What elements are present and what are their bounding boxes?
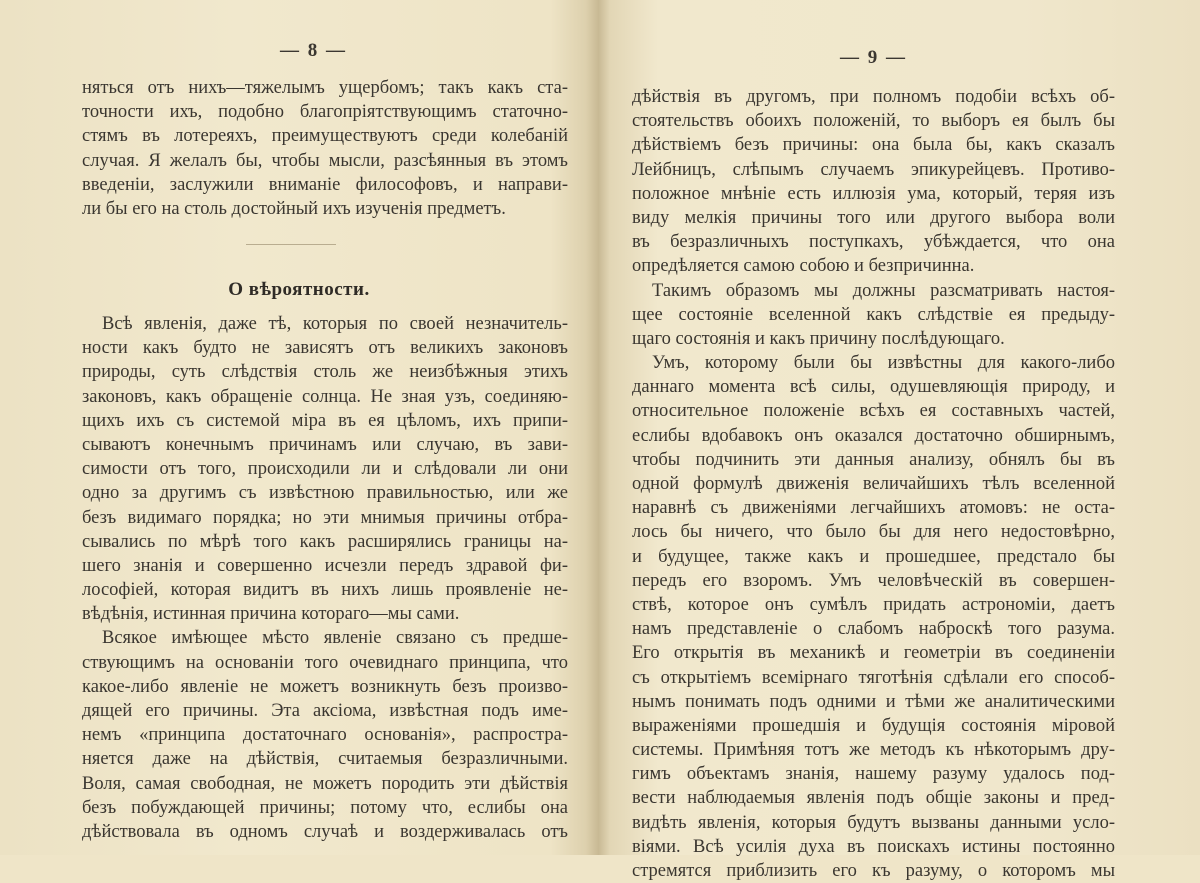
- text-line: ности какъ будто не зависятъ отъ великихъ законовъ: [82, 338, 568, 359]
- page-number: — 9 —: [840, 47, 907, 68]
- text-line: Его открытія въ механикѣ и геометріи въ соединеніи: [632, 643, 1115, 664]
- text-line: намъ представленіе о слабомъ наброскѣ того разума.: [632, 619, 1115, 640]
- text-line: природы, суть слѣдствія столь же неизбѣжныя этихъ: [82, 362, 568, 383]
- text-line: шего знанія и совершенно исчезли передъ здравой фи-: [82, 555, 568, 576]
- text-line: введеніи, заслужили вниманіе философовъ, и направи-: [82, 174, 568, 195]
- text-line: видѣть явленія, которыя будутъ вызваны данными усло-: [632, 812, 1115, 833]
- text-line: щихъ ихъ съ системой міра въ ея цѣломъ, ихъ припи-: [82, 410, 568, 431]
- text-line: лось бы ничего, что было бы для него недостовѣрно,: [632, 522, 1115, 543]
- text-line: щаго состоянія и какъ причину послѣдующаго.: [632, 328, 1005, 349]
- text-line: сывались по мѣрѣ того какъ расширялись границы на-: [82, 531, 568, 552]
- text-line: стремятся приблизить его къ разуму, о которомъ мы: [632, 861, 1115, 881]
- text-line: ли бы его на столь достойный ихъ изученія предметъ.: [82, 198, 506, 219]
- text-line: віями. Всѣ усилія духа въ поискахъ истины постоянно: [632, 836, 1115, 857]
- text-line: положное мнѣніе есть иллюзія ума, который, теряя изъ: [632, 183, 1115, 204]
- text-line: сываютъ конечнымъ причинамъ или случаю, въ зави-: [82, 434, 568, 455]
- text-line: наравнѣ съ движеніями легчайшихъ атомовъ: не оста-: [632, 498, 1115, 519]
- page-body: [632, 85, 1115, 883]
- text-line: точности ихъ, подобно благопріятствующимъ статочно-: [82, 102, 568, 123]
- text-line: Воля, самая свободная, не можетъ породить эти дѣйствія: [82, 773, 568, 794]
- right-page: [598, 0, 1200, 881]
- text-line: чтобы подчинить эти данныя анализу, обнялъ бы въ: [632, 449, 1115, 470]
- text-line: выраженіями прошедшія и будущія состоянія міровой: [632, 715, 1115, 736]
- text-line: опредѣляется самою собою и безпричинна.: [632, 256, 975, 277]
- text-line: дѣйствовала въ одномъ случаѣ и воздерживалась отъ: [82, 821, 568, 842]
- left-page: [0, 0, 598, 855]
- text-line: вести наблюдаемыя явленія подъ общіе законы и пред-: [632, 788, 1115, 809]
- text-line: стоятельствъ обоихъ положеній, то выборъ ея былъ бы: [632, 111, 1115, 132]
- text-line: вѣдѣнія, истинная причина котораго—мы сами.: [82, 604, 460, 625]
- text-line: Всякое имѣющее мѣсто явленіе связано съ предше-: [102, 628, 568, 649]
- text-line: щее состояніе вселенной какъ слѣдствіе ея предыду-: [632, 304, 1115, 325]
- text-line: Умъ, которому были бы извѣстны для какого-либо: [652, 353, 1115, 374]
- text-line: какое-либо явленіе не можетъ возникнуть безъ произво-: [82, 676, 568, 697]
- text-line: передъ его взоромъ. Умъ человѣческій въ совершен-: [632, 570, 1115, 591]
- text-line: съ открытіемъ всемірнаго тяготѣнія сдѣлали его способ-: [632, 667, 1115, 688]
- text-line: одно за другимъ съ извѣстною правильностью, или же: [82, 483, 568, 504]
- text-line: случая. Я желалъ бы, чтобы мысли, разсѣянныя въ этомъ: [82, 150, 568, 171]
- text-line: безъ побуждающей причины; потому что, еслибы она: [82, 797, 568, 818]
- text-line: лософіей, которая видитъ въ нихъ лишь проявленіе не-: [82, 580, 568, 601]
- text-line: дящей его причины. Эта аксіома, извѣстная подъ име-: [82, 701, 568, 721]
- text-line: законовъ, какъ обращеніе солнца. Не зная узъ, соединяю-: [82, 386, 568, 407]
- text-line: стямъ въ лотереяхъ, преимуществуютъ среди колебаній: [82, 126, 568, 147]
- text-line: няться отъ нихъ—тяжелымъ ущербомъ; такъ какъ ста-: [82, 78, 568, 98]
- text-line: дѣйствія въ другомъ, при полномъ подобіи всѣхъ об-: [632, 87, 1115, 107]
- text-line: еслибы вдобавокъ онъ оказался достаточно обширнымъ,: [632, 425, 1115, 446]
- text-line: и будущее, также какъ и прошедшее, предстало бы: [632, 546, 1115, 567]
- continued-paragraph: [82, 76, 568, 221]
- text-line: симости отъ того, происходили ли и слѣдовали ли они: [82, 459, 568, 480]
- section-body: [82, 312, 568, 844]
- section-divider: [246, 244, 336, 245]
- text-line: одной формулѣ движенія величайшихъ тѣлъ вселенной: [632, 474, 1115, 494]
- page-number: — 8 —: [280, 40, 347, 61]
- text-line: Такимъ образомъ мы должны разсматривать настоя-: [652, 280, 1115, 301]
- text-line: въ безразличныхъ поступкахъ, убѣждается, что она: [632, 232, 1115, 253]
- text-line: безъ видимаго порядка; но эти мнимыя причины отбра-: [82, 507, 568, 528]
- text-line: системы. Примѣняя тотъ же методъ къ нѣкоторымъ дру-: [632, 740, 1115, 761]
- text-line: виду мелкія причины того или другого выбора воли: [632, 207, 1115, 228]
- text-line: ствующимъ на основаніи того очевиднаго принципа, что: [82, 652, 568, 673]
- text-line: ствѣ, которое онъ сумѣлъ придать астрономіи, даетъ: [632, 594, 1115, 615]
- text-line: относительное положеніе всѣхъ ея составныхъ частей,: [632, 401, 1115, 422]
- text-line: Всѣ явленія, даже тѣ, которыя по своей незначитель-: [102, 314, 568, 334]
- text-line: гимъ объектамъ знанія, нашему разуму удалось под-: [632, 764, 1115, 785]
- text-line: няется даже на дѣйствія, считаемыя безразличными.: [82, 749, 568, 770]
- text-line: дѣйствіемъ безъ причины: она была бы, какъ сказалъ: [632, 135, 1115, 156]
- text-line: нымъ понимать подъ одними и тѣми же аналитическими: [632, 691, 1115, 712]
- text-line: Лейбницъ, слѣпымъ случаемъ эпикурейцевъ. Противо-: [632, 159, 1115, 180]
- text-line: немъ «принципа достаточнаго основанія», распростра-: [82, 725, 568, 746]
- section-heading: О вѣроятности.: [228, 279, 370, 300]
- text-line: даннаго момента всѣ силы, одушевляющія природу, и: [632, 377, 1115, 398]
